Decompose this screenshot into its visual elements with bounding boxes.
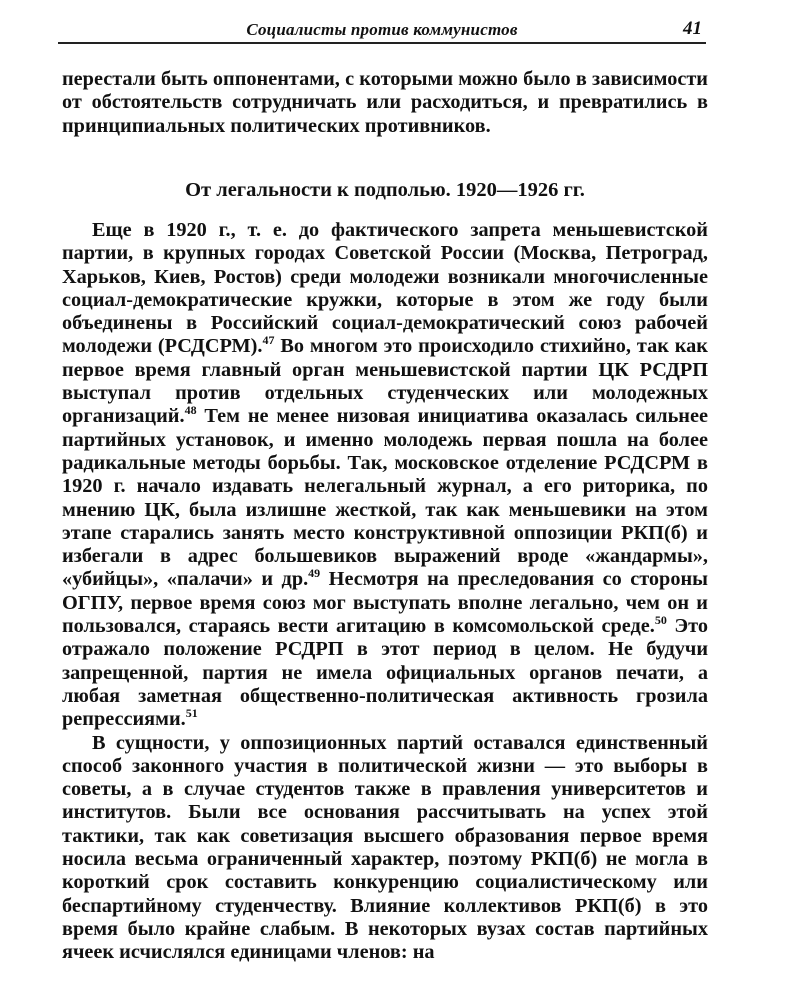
section-heading: От легальности к подполью. 1920—1926 гг. <box>185 179 585 201</box>
paragraph-1-text: Во многом это происходило стихийно, так как первое время главный орган меньшевистской партии ЦК РСДРП выступал против отдельных студенческих или молодежных организаций. <box>62 335 708 428</box>
page-number: 41 <box>683 18 702 39</box>
footnote-ref-47: 47 <box>262 333 275 348</box>
paragraph-1-text: Это отражало положение РСДРП в этот период в целом. Не будучи запрещенной, партия не имела официальных органов печати, а любая заметная общественно-политическая активность грозила репрессиями. <box>62 615 708 731</box>
section-body <box>62 219 708 965</box>
footnote-ref-49: 49 <box>308 566 321 581</box>
footnote-ref-48: 48 <box>184 403 197 418</box>
opening-text-block <box>62 68 708 138</box>
paragraph-1-text: Еще в 1920 г., т. е. до фактического запрета меньшевистской партии, в крупных городах Советской России (Москва, Петроград, Харьков, Киев, Ростов) среди молодежи возникали многочисленные социал-демократические кружки, которые в этом же году были объединены в Российский социал-демократический союз рабочей молодежи (РСДСРМ). <box>62 219 708 358</box>
footnote-ref-51: 51 <box>185 706 198 721</box>
paragraph-1-text: Тем не менее низовая инициатива оказалась сильнее партийных установок, и именно молодежь первая пошла на более радикальные методы борьбы. Так, московское отделение РСДСРМ в 1920 г. начало издавать нелегальный журнал, а его риторика, по мнению ЦК, была излишне жесткой, так как меньшевики на этом этапе старались занять место конструктивной оппозиции РКП(б) и избегали в адрес большевиков выражений вроде «жандармы», «убийцы», «палачи» и др. <box>62 405 708 591</box>
running-title: Социалисты против коммунистов <box>246 20 518 39</box>
running-header <box>58 16 706 44</box>
opening-paragraph: перестали быть оппонентами, с которыми можно было в зависимости от обстоятельств сотрудничать или расходиться, и превратились в принципиальных политических противников. <box>62 68 708 137</box>
body-paragraph-2: В сущности, у оппозиционных партий оставался единственный способ законного участия в политической жизни — это выборы в советы, а в случае студентов также в правления университетов и институтов. Были все основания рассчитывать на успех этой тактики, так как советизация высшего образования первое время носила весьма ограниченный характер, поэтому РКП(б) не могла в короткий срок составить конкуренцию социалистическому или беспартийному студенчеству. Влияние коллективов РКП(б) в это время было крайне слабым. В некоторых вузах состав партийных ячеек исчислялся единицами членов: на <box>62 731 708 964</box>
footnote-ref-50: 50 <box>654 613 667 628</box>
body-paragraph-1 <box>62 219 708 732</box>
paragraph-1-text: Несмотря на преследования со стороны ОГПУ, первое время союз мог выступать вполне легально, чем он и пользовался, стараясь вести агитацию в комсомольской среде. <box>62 568 708 638</box>
